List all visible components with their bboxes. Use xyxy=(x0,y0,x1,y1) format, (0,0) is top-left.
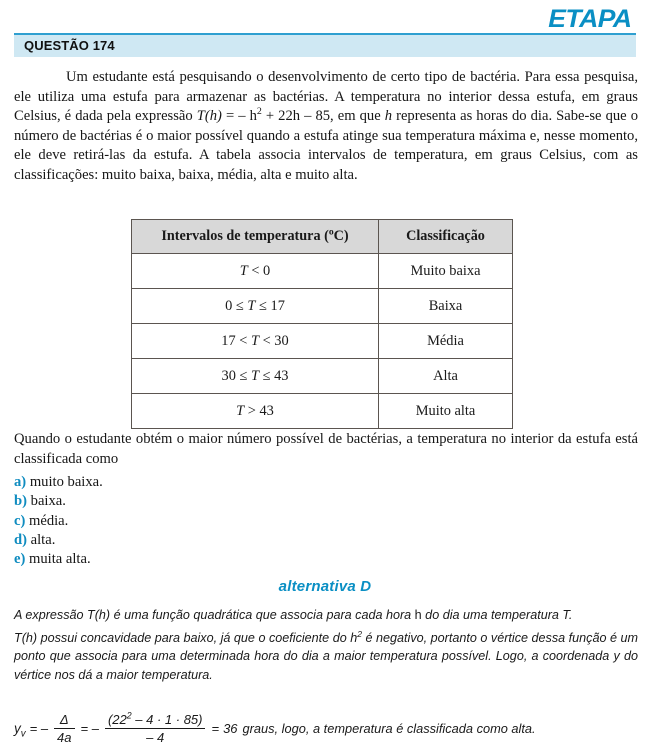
answer-options-list xyxy=(14,473,314,569)
table-cell-classification: Muito alta xyxy=(379,394,513,429)
table-cell-interval xyxy=(132,254,379,289)
solution-p2-b: é negativo, portanto o vértice dessa função é um ponto que associa para uma determinada hora do dia a maior temperatura possível. Logo, a coordenada y do vértice nos dá a maior temperatura. xyxy=(14,630,638,682)
solution-p1-b: do dia uma temperatura T. xyxy=(421,608,573,622)
formula-equals-2: = – xyxy=(80,721,99,736)
option-a[interactable] xyxy=(14,473,314,492)
statement-part-2: , em que xyxy=(330,108,385,125)
solution-p1-var-h: h xyxy=(414,608,422,622)
option-e[interactable] xyxy=(14,550,314,569)
formula-tail-text: graus, logo, a temperatura é classificada como alta. xyxy=(242,721,536,736)
formula-lhs-y: y xyxy=(14,721,21,736)
vertex-formula xyxy=(14,712,638,745)
question-statement xyxy=(14,68,638,186)
temperature-table-wrapper xyxy=(131,219,512,429)
formula-frac2-num-pre: (22 xyxy=(107,712,127,727)
header-logo-row xyxy=(0,6,650,32)
table-cell-classification: Muito baixa xyxy=(379,254,513,289)
etapa-logo: ETAPA xyxy=(548,5,632,33)
option-a-text: muito baixa. xyxy=(29,474,103,490)
solution-paragraph-1 xyxy=(14,606,638,625)
table-row xyxy=(132,394,513,429)
table-header-intervals-post: C) xyxy=(333,228,349,244)
statement-part-1: Um estudante está pesquisando o desenvolvimento de certo tipo de bactéria. Para essa pesquisa, ele utiliza uma estufa para armazenar as bactérias. A temperatura no interior dessa estufa, em graus Celsius, é dada pela expressão xyxy=(14,69,638,125)
interval-variable: T xyxy=(250,332,259,349)
formula-frac2-num-exponent: 2 xyxy=(126,710,132,721)
statement-formula-T: T(h) xyxy=(196,108,222,125)
option-d-letter: d) xyxy=(14,531,27,548)
solution-paragraph-2 xyxy=(14,629,638,685)
temperature-classification-table xyxy=(131,219,513,429)
option-b-letter: b) xyxy=(14,493,27,510)
option-e-text: muita alta. xyxy=(29,551,91,568)
solution-p1-a: A expressão T(h) é uma função quadrática que associa para cada hora xyxy=(14,608,415,622)
statement-formula-eq: = – h xyxy=(221,108,257,125)
table-row xyxy=(132,254,513,289)
option-c-letter: c) xyxy=(14,512,26,529)
formula-fraction-1-numerator: Δ xyxy=(59,712,69,727)
formula-lhs-subscript: v xyxy=(20,728,26,740)
solution-p2-exponent: 2 xyxy=(357,628,362,639)
solution-p2-a: T(h) possui concavidade para baixo, já que o coeficiente do h xyxy=(14,630,358,645)
interval-pre: 17 < xyxy=(221,332,251,349)
interval-rest: < 30 xyxy=(259,332,289,349)
table-row xyxy=(132,289,513,324)
table-header-degree-sup: o xyxy=(328,226,334,238)
table-header-intervals xyxy=(132,220,379,254)
table-cell-interval xyxy=(132,394,379,429)
table-cell-classification: Baixa xyxy=(379,289,513,324)
table-body xyxy=(132,254,513,429)
correct-answer-label: alternativa D xyxy=(278,578,372,595)
formula-result: 36 xyxy=(223,721,238,736)
table-header-intervals-pre: Intervalos de temperatura ( xyxy=(161,228,329,244)
table-cell-classification: Média xyxy=(379,324,513,359)
table-cell-interval xyxy=(132,289,379,324)
table-header-classification: Classificação xyxy=(379,220,513,254)
interval-variable: T xyxy=(239,262,248,279)
formula-fraction-2-numerator xyxy=(105,712,206,728)
option-d-text: alta. xyxy=(30,531,56,548)
interval-pre: 0 ≤ xyxy=(225,297,248,314)
interval-rest: ≤ 43 xyxy=(259,367,289,384)
solution-explanation xyxy=(14,606,638,684)
option-b[interactable] xyxy=(14,492,314,511)
interval-rest: > 43 xyxy=(244,402,274,419)
formula-fraction-2-denominator: – 4 xyxy=(105,728,206,745)
table-header-row xyxy=(132,220,513,254)
formula-fraction-1 xyxy=(54,712,74,745)
formula-equals-1: = – xyxy=(29,721,49,736)
statement-formula-rest: + 22h – 85 xyxy=(261,108,331,125)
option-c[interactable] xyxy=(14,512,314,531)
formula-equals-3: = xyxy=(211,721,220,736)
interval-variable: T xyxy=(247,297,256,314)
statement-formula-exponent: 2 xyxy=(256,106,262,118)
interval-pre: 30 ≤ xyxy=(221,367,251,384)
interval-rest: ≤ 17 xyxy=(255,297,285,314)
table-row xyxy=(132,324,513,359)
formula-fraction-2 xyxy=(105,712,206,745)
table-cell-interval xyxy=(132,324,379,359)
table-cell-interval xyxy=(132,359,379,394)
option-a-letter: a) xyxy=(14,474,27,490)
formula-frac2-num-post: – 4 · 1 · 85) xyxy=(131,712,203,727)
interval-rest: < 0 xyxy=(247,262,271,279)
option-b-text: baixa. xyxy=(30,493,66,510)
statement-var-h: h xyxy=(384,108,393,125)
table-cell-classification: Alta xyxy=(379,359,513,394)
interval-variable: T xyxy=(250,367,259,384)
formula-fraction-1-denominator: 4a xyxy=(54,728,74,745)
statement-part-3: representa as horas do dia. Sabe-se que o número de bactérias é o maior possível quando a estufa atinge sua temperatura máxima e, nesse momento, ele deve retirá-las da estufa. A tabela associa intervalos de temperatura, em graus Celsius, com as classificações: muito baixa, baixa, média, alta e muito alta. xyxy=(14,108,638,183)
question-number-label: QUESTÃO 174 xyxy=(24,38,115,53)
option-e-letter: e) xyxy=(14,551,26,568)
option-d[interactable] xyxy=(14,531,314,550)
interval-variable: T xyxy=(236,402,245,419)
formula-lhs xyxy=(14,721,26,740)
option-c-text: média. xyxy=(29,512,69,529)
question-tail-text: Quando o estudante obtém o maior número possível de bactérias, a temperatura no interior da estufa está classificada como xyxy=(14,431,638,467)
question-header-bar xyxy=(14,35,636,57)
table-row xyxy=(132,359,513,394)
